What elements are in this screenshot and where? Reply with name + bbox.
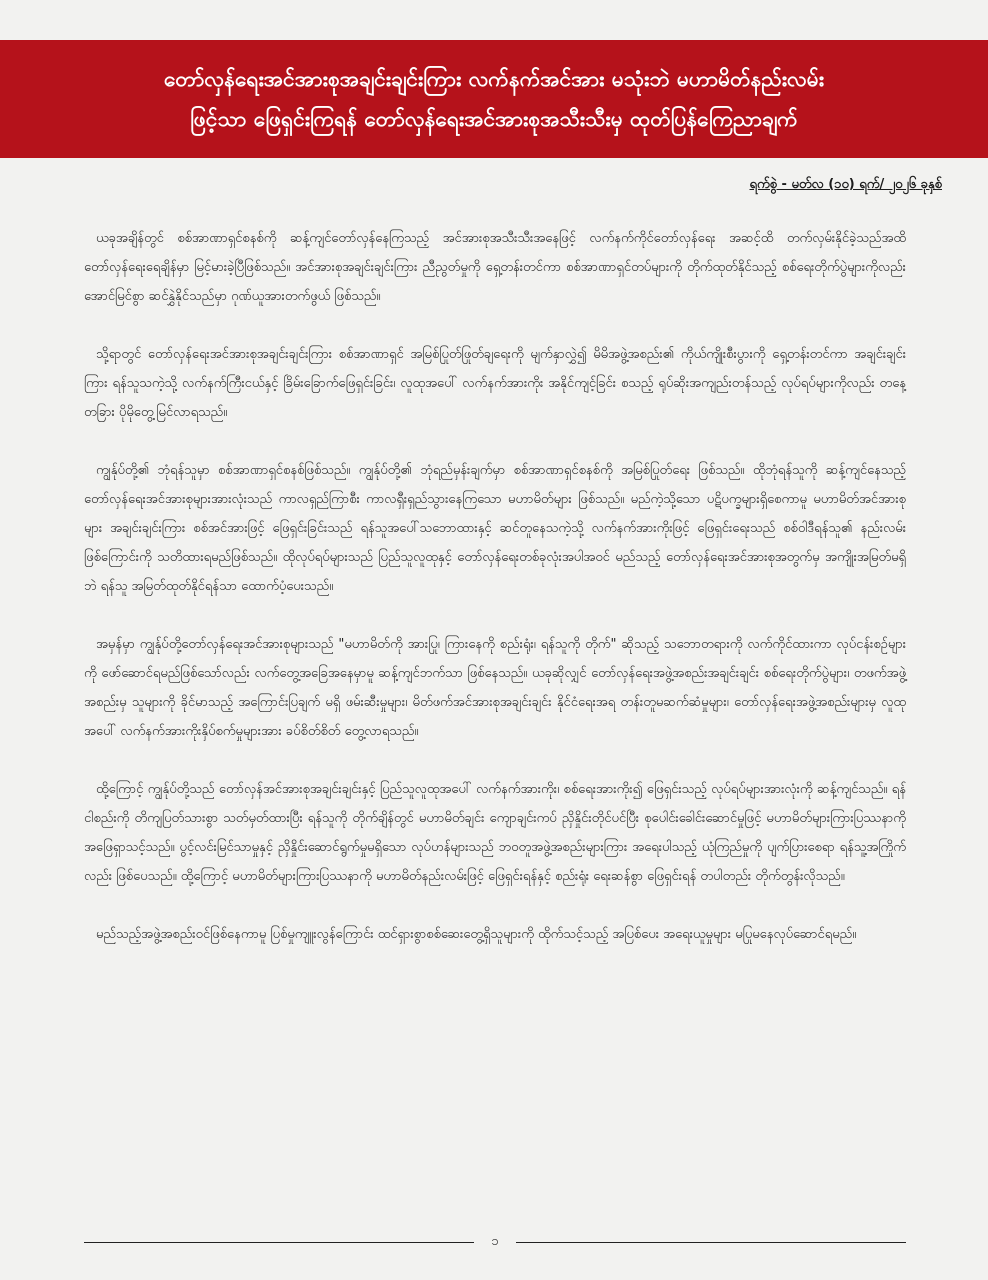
- title-banner: [0, 40, 988, 158]
- title-line-1: တော်လှန်ရေးအင်အားစုအချင်းချင်းကြား လက်နက်အင်အား မသုံးဘဲ မဟာမိတ်နည်းလမ်း: [163, 67, 825, 91]
- page-number: ၁: [491, 1234, 499, 1249]
- footer-rule-right: [516, 1242, 906, 1243]
- paragraph-3: ကျွန်ုပ်တို့၏ ဘုံရန်သူမှာ စစ်အာဏာရှင်စနစ်ဖြစ်သည်။ ကျွန်ုပ်တို့၏ ဘုံရည်မှန်းချက်မှာ စစ်အာဏာရှင်စနစ်ကို အမြစ်ပြုတ်ရေး ဖြစ်သည်။ ထိုဘုံရန်သူကို ဆန့်ကျင်နေသည့် တော်လှန်ရေးအင်အားစုများအားလုံးသည် ကာလရှည်ကြာစီး ကာလရှီးရှည်သွားနေကြသော မဟာမိတ်များ ဖြစ်သည်။ မည်ကဲ့သို့သော ပဋိပက္ခများရှိစေကာမူ မဟာမိတ်အင်အားစုများ အချင်းချင်းကြား စစ်အင်အားဖြင့် ဖြေရှင်းခြင်းသည် ရန်သူအပေါ်သဘောထားနှင့် ဆင်တူနေသကဲ့သို့ လက်နက်အားကိုးဖြင့် ဖြေရှင်းရေးသည် စစ်ဝါဒီရန်သူ၏ နည်းလမ်းဖြစ်ကြောင်းကို သတိထားရမည်ဖြစ်သည်။ ထိုလုပ်ရပ်များသည် ပြည်သူလူထုနှင့် တော်လှန်ရေးတစ်ခုလုံးအပါအဝင် မည်သည့် တော်လှန်ရေးအင်အားစုအတွက်မှ အကျိုးအမြတ်မရှိဘဲ ရန်သူ အမြတ်ထုတ်နိုင်ရန်သာ ထောက်ပံ့ပေးသည်။: [84, 463, 906, 594]
- paragraph-5: ထို့ကြောင့် ကျွန်ုပ်တို့သည် တော်လှန်အင်အားစုအချင်းချင်းနှင့် ပြည်သူလူထုအပေါ် လက်နက်အားကိုး၊ စစ်ရေးအားကိုး၍ ဖြေရှင်းသည့် လုပ်ရပ်များအားလုံးကို ဆန့်ကျင်သည်။ ရန်ငါစည်းကို တိကျပြတ်သားစွာ သတ်မှတ်ထားပြီး ရန်သူကို တိုက်ချိန်တွင် မဟာမိတ်ချင်း ကျောချင်းကပ် ညှိနှိုင်းတိုင်ပင်ပြီး စုပေါင်းခေါင်းဆောင်မှုဖြင့် မဟာမိတ်များကြားပြဿနာကို အဖြေရှာသင့်သည်။ ပွင့်လင်းမြင်သာမှုနှင့် ညှိနှိုင်းဆောင်ရွက်မှုမရှိသော လုပ်ဟန်များသည် ဘဝတူအဖွဲ့အစည်းများကြား အရေးပါသည့် ယုံကြည်မှုကို ပျက်ပြားစေရာ ရန်သူ့အကြိုက်လည်း ဖြစ်ပေသည်။ ထို့ကြောင့် မဟာမိတ်များကြားပြဿနာကို မဟာမိတ်နည်းလမ်းဖြင့် ဖြေရှင်းရန်နှင့် စည်းရုံး ရေးဆန်စွာ ဖြေရှင်းရန် တပါတည်း တိုက်တွန်းလိုသည်။: [84, 782, 906, 884]
- paragraph-4: အမှန်မှာ ကျွန်ုပ်တို့တော်လှန်ရေးအင်အားစုများသည် "မဟာမိတ်ကို အားပြု၊ ကြားနေကို စည်းရုံး၊ ရန်သူကို တိုက်" ဆိုသည့် သဘောတရားကို လက်ကိုင်ထားကာ လုပ်ငန်းစဉ်များကို ဖော်ဆောင်ရမည်ဖြစ်သော်လည်း လက်တွေ့အခြေအနေမှာမူ ဆန့်ကျင်ဘက်သာ ဖြစ်နေသည်။ ယခုဆိုလျှင် တော်လှန်ရေးအဖွဲ့အစည်းအချင်းချင်း စစ်ရေးတိုက်ပွဲများ၊ တဖက်အဖွဲ့အစည်းမှ သူများကို ခိုင်မာသည့် အကြောင်းပြချက် မရှိ ဖမ်းဆီးမှုများ၊ မိတ်ဖက်အင်အားစုအချင်းချင်း နိုင်ငံရေးအရ တန်းတူမဆက်ဆံမှုများ၊ တော်လှန်ရေးအဖွဲ့အစည်းများမှ လူထုအပေါ် လက်နက်အားကိုးနှိပ်စက်မှုများအား ခပ်စိတ်စိတ် တွေ့လာရသည်။: [84, 637, 906, 739]
- paragraph-2: သို့ရာတွင် တော်လှန်ရေးအင်အားစုအချင်းချင်းကြား စစ်အာဏာရှင် အမြစ်ပြုတ်ဖြုတ်ချရေးကို မျက်နှာလွှဲ၍ မိမိအဖွဲ့အစည်း၏ ကိုယ်ကျိုးစီးပွားကို ရှေ့တန်းတင်ကာ အချင်းချင်းကြား ရန်သူသကဲ့သို့ လက်နက်ကြီးငယ်နှင့် ခြိမ်းခြောက်ဖြေရှင်းခြင်း၊ လူထုအပေါ် လက်နက်အားကိုး အနိုင်ကျင့်ခြင်း စသည့် ရုပ်ဆိုးအကျည်းတန်သည့် လုပ်ရပ်များကိုလည်း တနေ့တခြား ပိုမိုတွေ့မြင်လာရသည်။: [84, 347, 906, 420]
- statement-date: ရက်စွဲ - မတ်လ (၁၀) ရက်/ ၂၀၂၆ ခုနှစ်: [749, 177, 942, 192]
- title-line-2: ဖြင့်သာ ဖြေရှင်းကြရန် တော်လှန်ရေးအင်အားစုအသီးသီးမှ ထုတ်ပြန်ကြေညာချက်: [190, 107, 798, 131]
- paragraph-1: ယခုအချိန်တွင် စစ်အာဏာရှင်စနစ်ကို ဆန့်ကျင်တော်လှန်နေကြသည့် အင်အားစုအသီးသီးအနေဖြင့် လက်နက်ကိုင်တော်လှန်ရေး အဆင့်ထိ တက်လှမ်းနိုင်ခဲ့သည်အထိ တော်လှန်ရေးရေချိန်မှာ မြင့်မားခဲ့ပြီဖြစ်သည်။ အင်အားစုအချင်းချင်းကြား ညီညွတ်မှုကို ရှေ့တန်းတင်ကာ စစ်အာဏာရှင်တပ်များကို တိုက်ထုတ်နိုင်သည့် စစ်ရေးတိုက်ပွဲများကိုလည်း အောင်မြင်စွာ ဆင်နွှဲနိုင်သည်မှာ ဂုဏ်ယူအားတက်ဖွယ် ဖြစ်သည်။: [84, 231, 906, 304]
- page-footer: [84, 1232, 906, 1252]
- paragraph-6: မည်သည့်အဖွဲ့အစည်းဝင်ဖြစ်နေကာမူ ပြစ်မှုကျူးလွန်ကြောင်း ထင်ရှားစွာစစ်ဆေးတွေ့ရှိသူများကို ထိုက်သင့်သည့် အပြစ်ပေး အရေးယူမှုများ မပြုမနေလုပ်ဆောင်ရမည်။: [96, 927, 857, 942]
- footer-rule-left: [84, 1242, 474, 1243]
- statement-body: [84, 224, 906, 978]
